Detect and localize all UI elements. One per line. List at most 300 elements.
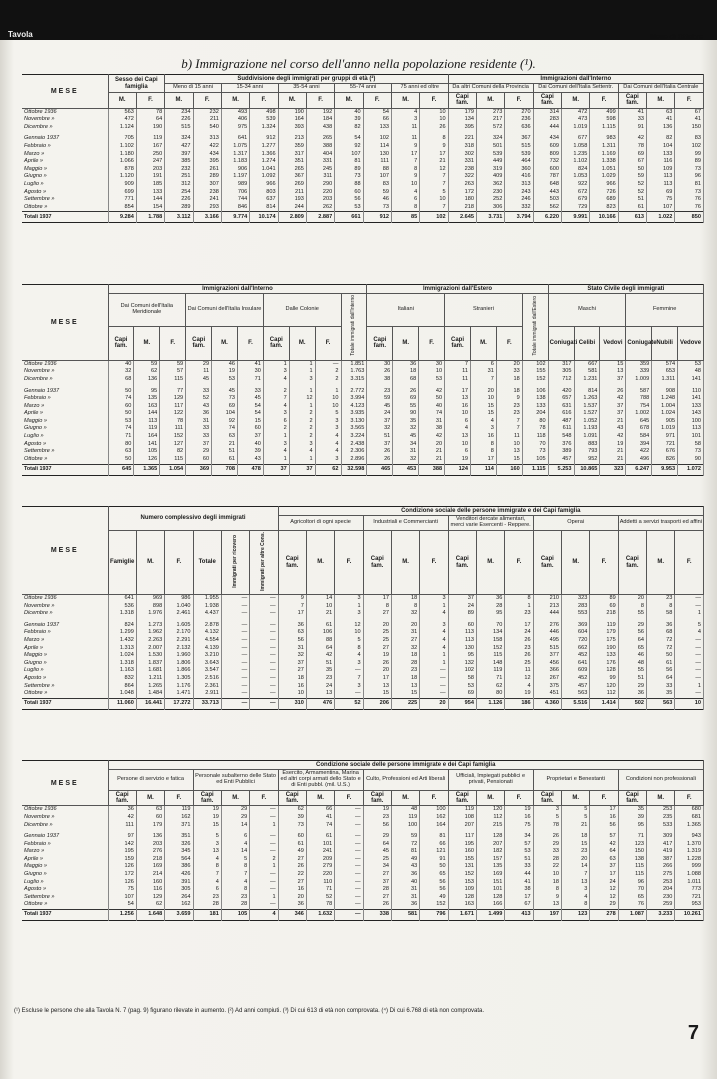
- row-label: Gennaio 1937: [22, 388, 108, 396]
- table-cell: 21: [420, 158, 448, 166]
- table-row: [22, 690, 704, 698]
- table-cell: 182: [476, 848, 504, 856]
- table-cell: 20: [562, 856, 590, 864]
- table-cell: 814: [250, 204, 278, 212]
- table-cell: 75: [647, 196, 675, 204]
- table-cell: 230: [476, 189, 504, 197]
- row-label: Giugno »: [22, 426, 108, 434]
- table-cell: 3: [335, 660, 363, 668]
- table-cell: 8: [221, 864, 249, 872]
- table-cell: 305: [165, 886, 193, 894]
- table-cell: 539: [250, 116, 278, 124]
- table-cell: 62: [476, 683, 504, 691]
- table-cell: —: [420, 675, 448, 683]
- table-cell: 637: [250, 196, 278, 204]
- table-cell: 1.102: [562, 158, 590, 166]
- table-cell: 3: [562, 886, 590, 894]
- table-cell: 72: [391, 841, 419, 849]
- table-cell: 17: [278, 610, 306, 618]
- table-cell: 122: [160, 410, 186, 418]
- column-subgroup-header: [341, 294, 367, 361]
- table-cell: 77: [160, 388, 186, 396]
- table-cell: 562: [533, 204, 561, 212]
- table-cell: 4: [420, 630, 448, 638]
- table-cell: 82: [335, 124, 363, 132]
- table-cell: 5: [533, 814, 561, 822]
- column-header: F.: [420, 93, 448, 109]
- column-header: Famiglie: [108, 531, 136, 595]
- table-row: [22, 456, 704, 464]
- column-subgroup-header: Persone di servizio e fatica: [108, 770, 193, 791]
- table-cell: 116: [647, 158, 675, 166]
- table-cell: 111: [108, 822, 136, 830]
- table-cell: 21: [419, 456, 445, 464]
- table-cell: 39: [618, 814, 646, 822]
- table-cell: 1.263: [574, 395, 600, 403]
- table-cell: 26: [533, 833, 561, 841]
- table-cell: 444: [533, 610, 561, 618]
- table-cell: —: [250, 683, 278, 691]
- totals-cell: 197: [533, 910, 561, 921]
- table-cell: 7: [445, 360, 471, 368]
- table-cell: 1: [250, 822, 278, 830]
- table-cell: 4: [675, 630, 704, 638]
- table-cell: —: [250, 610, 278, 618]
- table-cell: 27: [363, 894, 391, 902]
- column-subgroup-header: Dai Comuni dell'Italia Meridionale: [108, 294, 186, 326]
- table-cell: 88: [335, 181, 363, 189]
- table-cell: 317: [548, 360, 574, 368]
- table-cell: 878: [108, 166, 136, 174]
- table-cell: —: [221, 675, 249, 683]
- table-cell: 953: [675, 902, 704, 910]
- table-cell: 158: [476, 637, 504, 645]
- table-cell: 204: [647, 886, 675, 894]
- table-cell: 60: [335, 189, 363, 197]
- table-cell: —: [250, 603, 278, 611]
- column-header: Capi fam.: [533, 531, 561, 595]
- table-cell: 385: [165, 158, 193, 166]
- table-cell: 13: [306, 690, 334, 698]
- table-cell: 3.224: [341, 433, 367, 441]
- table-cell: 4.132: [193, 630, 221, 638]
- table-cell: 36: [278, 622, 306, 630]
- table-cell: 1.311: [590, 143, 618, 151]
- table-row: [22, 403, 704, 411]
- table-cell: 127: [160, 441, 186, 449]
- table-cell: 74: [108, 426, 134, 434]
- page-number: 7: [687, 1022, 699, 1044]
- table-cell: 744: [221, 196, 249, 204]
- table-cell: 3: [263, 441, 289, 449]
- totals-cell: 1.022: [647, 212, 675, 223]
- table-cell: 190: [136, 124, 164, 132]
- table-cell: 369: [562, 622, 590, 630]
- table-immigration-social-condition-1: [22, 506, 704, 710]
- table-cell: 367: [505, 136, 533, 144]
- table-cell: 107: [108, 894, 136, 902]
- table-cell: 2.911: [193, 690, 221, 698]
- table-cell: 17: [505, 622, 533, 630]
- table-cell: 434: [193, 151, 221, 159]
- column-header: M.: [562, 531, 590, 595]
- table-cell: 15: [496, 456, 522, 464]
- table-cell: 23: [363, 814, 391, 822]
- table-cell: 720: [562, 637, 590, 645]
- table-cell: 135: [134, 395, 160, 403]
- column-header: M.: [134, 326, 160, 360]
- table-cell: 4: [470, 418, 496, 426]
- totals-label: Totali 1937: [22, 698, 108, 709]
- table-cell: 45: [186, 376, 212, 384]
- row-header-label: MESE: [22, 761, 108, 806]
- table-cell: 443: [533, 189, 561, 197]
- table-cell: 6: [445, 448, 471, 456]
- table-cell: 236: [505, 116, 533, 124]
- row-label: Aprile »: [22, 158, 108, 166]
- table-cell: 41: [237, 360, 263, 368]
- table-cell: 58: [448, 675, 476, 683]
- table-cell: 17: [470, 456, 496, 464]
- table-cell: 3: [315, 456, 341, 464]
- table-cell: 39: [335, 116, 363, 124]
- table-cell: 59: [391, 833, 419, 841]
- table-cell: 49: [278, 848, 306, 856]
- table-cell: —: [335, 806, 363, 814]
- table-cell: 8: [420, 136, 448, 144]
- table-cell: 37: [278, 660, 306, 668]
- table-cell: 15: [363, 690, 391, 698]
- table-cell: 111: [363, 158, 391, 166]
- table-cell: 99: [590, 675, 618, 683]
- table-cell: 8: [533, 886, 561, 894]
- table-cell: 4: [193, 856, 221, 864]
- totals-cell: 10.174: [250, 212, 278, 223]
- column-header: Capi fam.: [618, 790, 646, 806]
- table-cell: 9: [496, 395, 522, 403]
- table-cell: 4: [263, 448, 289, 456]
- column-subgroup-header: Dalle Colonie: [263, 294, 341, 326]
- top-right-tag: Mese di Ottobre: [650, 34, 703, 41]
- table-cell: 2.438: [341, 441, 367, 449]
- table-cell: 117: [448, 833, 476, 841]
- table-cell: 91: [420, 856, 448, 864]
- table-cell: 10: [315, 403, 341, 411]
- table-cell: 54: [237, 410, 263, 418]
- table-cell: 4: [562, 894, 590, 902]
- table-cell: 26: [505, 637, 533, 645]
- table-cell: 23: [505, 645, 533, 653]
- table-cell: 57: [160, 368, 186, 376]
- table-cell: 36: [391, 902, 419, 910]
- table-cell: 91: [618, 124, 646, 132]
- table-cell: 1.102: [108, 143, 136, 151]
- table-cell: 2: [315, 376, 341, 384]
- table-cell: 23: [496, 410, 522, 418]
- row-label: Marzo »: [22, 151, 108, 159]
- table-cell: 1: [263, 433, 289, 441]
- column-subgroup-header: Venditori dercate alimentari, merci varie Esercenti - Reppere.: [448, 516, 533, 531]
- table-cell: 19: [363, 806, 391, 814]
- table-cell: 62: [278, 806, 306, 814]
- table-cell: 472: [562, 108, 590, 116]
- table-cell: 21: [600, 456, 626, 464]
- table-cell: 37: [237, 433, 263, 441]
- table-cell: 109: [448, 886, 476, 894]
- table-cell: 143: [678, 410, 704, 418]
- table-cell: 155: [448, 856, 476, 864]
- table-cell: —: [335, 668, 363, 676]
- totals-cell: 3.659: [165, 910, 193, 921]
- totals-cell: 2.887: [306, 212, 334, 223]
- table-cell: 388: [306, 143, 334, 151]
- table-cell: 203: [136, 841, 164, 849]
- table-cell: 2.461: [165, 610, 193, 618]
- table-cell: 12: [505, 675, 533, 683]
- table-cell: 69: [618, 151, 646, 159]
- table-row: [22, 410, 704, 418]
- table-cell: 113: [647, 181, 675, 189]
- table-cell: 37: [186, 441, 212, 449]
- totals-cell: 1.788: [136, 212, 164, 223]
- table-row: [22, 433, 704, 441]
- column-group-header: Immigrazioni dall'Estero: [367, 285, 548, 294]
- table-cell: 59: [618, 174, 646, 182]
- table-cell: 1.370: [675, 841, 704, 849]
- table-cell: 1.092: [250, 174, 278, 182]
- column-header: F.: [590, 790, 618, 806]
- table-row: [22, 136, 704, 144]
- table-cell: 515: [505, 143, 533, 151]
- table-cell: 64: [363, 841, 391, 849]
- table-cell: 3: [470, 426, 496, 434]
- table-cell: 19: [193, 806, 221, 814]
- table-cell: 1.806: [165, 660, 193, 668]
- table-cell: 41: [618, 108, 646, 116]
- totals-cell: 1.126: [476, 698, 504, 709]
- table-cell: 7: [420, 181, 448, 189]
- table-cell: 45: [363, 848, 391, 856]
- table-cell: 73: [678, 448, 704, 456]
- table-cell: 20: [278, 894, 306, 902]
- table-cell: 28: [391, 660, 419, 668]
- table-cell: 120: [590, 683, 618, 691]
- table-cell: 8: [505, 595, 533, 603]
- table-cell: 71: [618, 833, 646, 841]
- table-cell: 95: [476, 610, 504, 618]
- table-cell: 264: [165, 894, 193, 902]
- table-cell: 136: [134, 376, 160, 384]
- table-cell: 689: [590, 196, 618, 204]
- table-cell: 152: [420, 902, 448, 910]
- table-cell: 51: [618, 196, 646, 204]
- table-cell: 2.291: [165, 637, 193, 645]
- table-cell: 8: [391, 166, 419, 174]
- table-cell: 1.011: [675, 879, 704, 887]
- column-header: F.: [675, 790, 704, 806]
- table-cell: 645: [626, 418, 652, 426]
- table-cell: 29: [363, 833, 391, 841]
- table-cell: 25: [363, 856, 391, 864]
- row-label: Marzo »: [22, 637, 108, 645]
- table-cell: 563: [108, 108, 136, 116]
- table-cell: 1.537: [574, 403, 600, 411]
- table-cell: 1.277: [250, 143, 278, 151]
- table-cell: 1.235: [562, 151, 590, 159]
- table-cell: 1.091: [574, 433, 600, 441]
- table-cell: 69: [393, 395, 419, 403]
- table-cell: 80: [476, 690, 504, 698]
- table-cell: 676: [652, 448, 678, 456]
- table-cell: 247: [136, 158, 164, 166]
- column-subgroup-header: 55-74 anni: [335, 84, 392, 93]
- column-subgroup-header: Dai Comuni dell'Italia Settentr.: [533, 84, 618, 93]
- totals-cell: 323: [600, 464, 626, 475]
- column-header: Capi fam.: [108, 326, 134, 360]
- table-cell: 232: [193, 108, 221, 116]
- column-header: F.: [590, 531, 618, 595]
- table-cell: 81: [675, 181, 704, 189]
- table-cell: 54: [363, 108, 391, 116]
- table-cell: —: [335, 886, 363, 894]
- table-cell: 203: [136, 166, 164, 174]
- table-cell: 13: [445, 395, 471, 403]
- table-cell: 25: [363, 637, 391, 645]
- table-cell: 1.960: [165, 652, 193, 660]
- table-cell: 51: [306, 660, 334, 668]
- table-cell: 317: [278, 151, 306, 159]
- table-cell: 4.123: [341, 403, 367, 411]
- table-cell: 966: [590, 181, 618, 189]
- table-cell: —: [335, 864, 363, 872]
- table-row: [22, 668, 704, 676]
- row-label: Ottobre »: [22, 690, 108, 698]
- table-cell: 1: [315, 388, 341, 396]
- table-cell: 276: [136, 848, 164, 856]
- table-cell: 1.763: [341, 368, 367, 376]
- table-cell: 473: [562, 116, 590, 124]
- column-subgroup-header: Dai Comuni dell'Italia Centrale: [618, 84, 703, 93]
- table-cell: 426: [165, 871, 193, 879]
- column-header: M.: [470, 326, 496, 360]
- column-header: F.: [160, 326, 186, 360]
- table-cell: —: [335, 822, 363, 830]
- table-cell: 213: [533, 603, 561, 611]
- table-cell: 152: [476, 645, 504, 653]
- row-label: Luglio »: [22, 668, 108, 676]
- table-cell: 2.772: [341, 388, 367, 396]
- table-cell: 55: [618, 668, 646, 676]
- table-cell: 49: [391, 856, 419, 864]
- table-cell: 283: [562, 603, 590, 611]
- table-cell: 133: [522, 403, 548, 411]
- row-label: Ottobre 1936: [22, 360, 108, 368]
- table-cell: 18: [393, 368, 419, 376]
- table-cell: 207: [476, 841, 504, 849]
- row-header-label: MESE: [22, 75, 108, 109]
- table-cell: 1: [289, 403, 315, 411]
- table-cell: 983: [590, 136, 618, 144]
- table-cell: 472: [108, 116, 136, 124]
- table-cell: 101: [476, 886, 504, 894]
- table-cell: 1.066: [108, 158, 136, 166]
- table-cell: 305: [548, 368, 574, 376]
- table-cell: —: [221, 668, 249, 676]
- totals-row: [22, 910, 704, 921]
- table-cell: 133: [136, 189, 164, 197]
- table-cell: 23: [496, 403, 522, 411]
- totals-cell: 17.272: [165, 698, 193, 709]
- table-cell: 184: [306, 116, 334, 124]
- column-header: M.: [136, 531, 164, 595]
- column-header: Capi fam.: [448, 531, 476, 595]
- table-cell: 210: [533, 595, 561, 603]
- row-label: Gennaio 1937: [22, 833, 108, 841]
- table-cell: 533: [647, 822, 675, 830]
- table-cell: 29: [618, 683, 646, 691]
- table-cell: 116: [136, 886, 164, 894]
- table-cell: 27: [278, 856, 306, 864]
- table-cell: 162: [420, 814, 448, 822]
- table-cell: —: [335, 871, 363, 879]
- table-cell: 631: [548, 403, 574, 411]
- table-cell: 16: [445, 403, 471, 411]
- table-cell: 51: [505, 856, 533, 864]
- table-cell: —: [250, 595, 278, 603]
- table-cell: —: [335, 879, 363, 887]
- table-row: [22, 418, 704, 426]
- table-cell: 452: [562, 675, 590, 683]
- table-cell: 416: [505, 174, 533, 182]
- column-group-header: Numero complessivo degli immigrati: [108, 507, 278, 531]
- table-cell: 59: [367, 395, 393, 403]
- table-cell: 33: [618, 116, 646, 124]
- totals-cell: 52: [335, 698, 363, 709]
- table-cell: 1.211: [136, 675, 164, 683]
- table-cell: 113: [448, 637, 476, 645]
- column-subgroup-header: Culto, Professioni ed Arti liberali: [363, 770, 448, 791]
- table-cell: 389: [548, 448, 574, 456]
- totals-cell: 5.516: [562, 698, 590, 709]
- column-header: F.: [590, 93, 618, 109]
- table-cell: 11: [391, 136, 419, 144]
- table-cell: 20: [419, 441, 445, 449]
- table-cell: 50: [420, 864, 448, 872]
- row-label: Dicembre »: [22, 610, 108, 618]
- table-cell: 1.299: [108, 630, 136, 638]
- table-cell: 943: [675, 833, 704, 841]
- table-cell: 721: [675, 894, 704, 902]
- table-cell: 375: [533, 683, 561, 691]
- table-cell: 7: [391, 158, 419, 166]
- totals-cell: 1.054: [160, 464, 186, 475]
- table-cell: 657: [548, 395, 574, 403]
- table-cell: 214: [136, 871, 164, 879]
- table-cell: 123: [618, 841, 646, 849]
- table-cell: 279: [306, 864, 334, 872]
- table-cell: 34: [505, 833, 533, 841]
- totals-row: [22, 464, 704, 475]
- table-cell: 57: [505, 841, 533, 849]
- table-cell: 88: [363, 166, 391, 174]
- table-cell: 82: [160, 448, 186, 456]
- table-cell: 1.169: [590, 151, 618, 159]
- table-cell: 66: [420, 841, 448, 849]
- column-header: M.: [393, 326, 419, 360]
- table-cell: 487: [548, 418, 574, 426]
- table-cell: 273: [476, 108, 504, 116]
- table-cell: 444: [533, 124, 561, 132]
